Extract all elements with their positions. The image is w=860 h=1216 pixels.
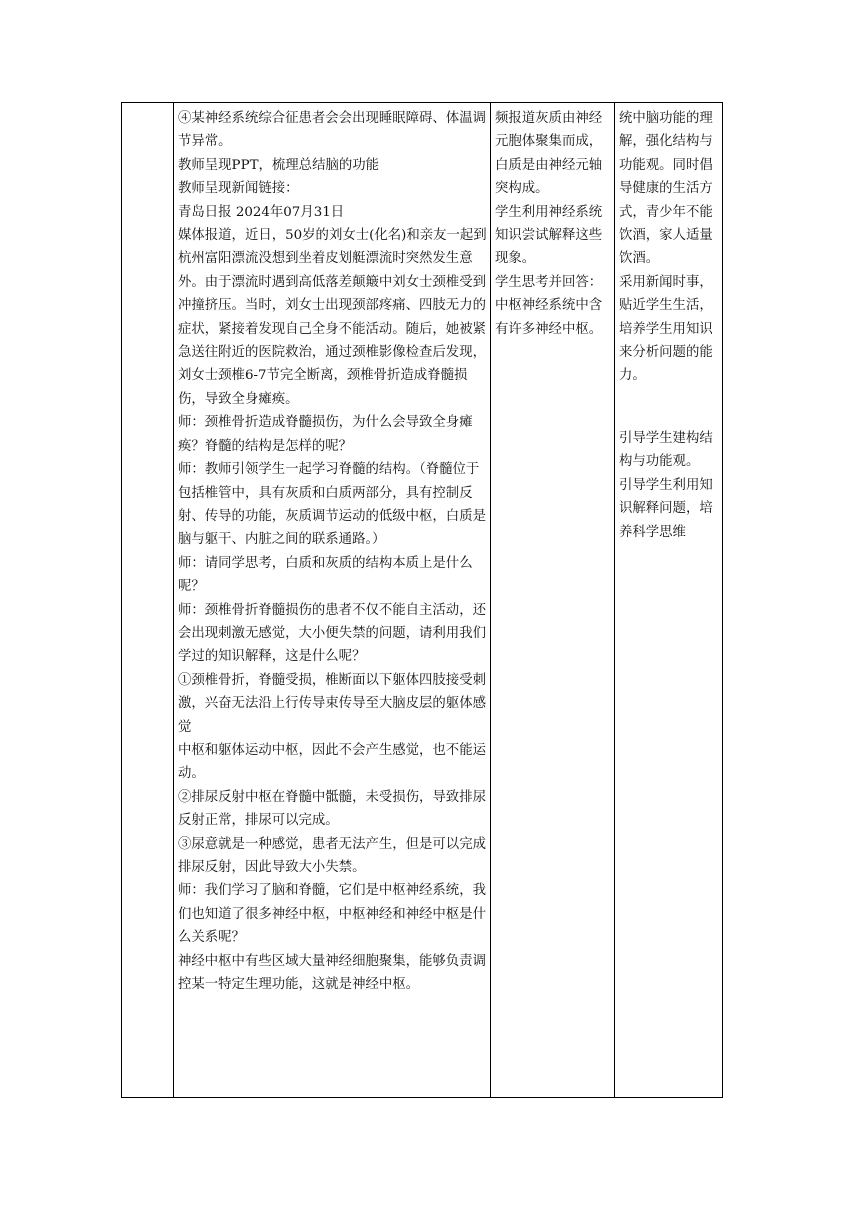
paragraph: 学生利用神经系统知识尝试解释这些现象。 — [495, 204, 603, 267]
paragraph: 统中脑功能的理解，强化结构与功能观。同时倡导健康的生活方式，青少年不能饮酒，家人适量饮酒。 — [619, 111, 713, 267]
design-intent-cell — [615, 103, 723, 1098]
paragraph: ①颈椎骨折，脊髓受损，椎断面以下躯体四肢接受刺激，兴奋无法沿上行传导束传导至大脑皮层的躯体感觉 — [178, 672, 486, 735]
paragraph: 引导学生建构结构与功能观。 — [619, 430, 713, 470]
paragraph: 采用新闻时事，贴近学生生活，培养学生用知识来分析问题的能力。 — [619, 274, 713, 384]
paragraph: 师：颈椎骨折脊髓损伤的患者不仅不能自主活动，还会出现刺激无感觉，大小便失禁的问题，请利用我们学过的知识解释，这是什么呢？ — [178, 602, 486, 665]
lesson-plan-table — [121, 102, 723, 1098]
paragraph: ②排尿反射中枢在脊髓中骶髓，未受损伤，导致排尿反射正常，排尿可以完成。 — [178, 789, 486, 829]
paragraph: ④某神经系统综合征患者会会出现睡眠障碍、体温调节异常。 — [178, 111, 486, 150]
student-activity-cell — [491, 103, 615, 1098]
paragraph: 师：颈椎骨折造成脊髓损伤，为什么会导致全身瘫痪？脊髓的结构是怎样的呢？ — [178, 415, 473, 454]
paragraph: 神经中枢中有些区域大量神经细胞聚集，能够负责调控某一特定生理功能，这就是神经中枢。 — [178, 953, 486, 993]
paragraph: 中枢神经系统中含有许多神经中枢。 — [495, 298, 603, 337]
paragraph: 引导学生利用知识解释问题，培养科学思维 — [619, 477, 713, 540]
paragraph: 媒体报道，近日，50岁的刘女士(化名)和亲友一起到杭州富阳漂流没想到坐着皮划艇漂流时突然发生意外。由于漂流时遇到高低落差颠簸中刘女士颈椎受到冲撞挤压。当时，刘女士出现颈部疼痛、四肢无力的症状，紧接着发现自己全身不能活动。随后，她被紧急送往附近的医院救治，通过颈椎影像检查后发现，刘女士颈椎6-7节完全断离，颈椎骨折造成脊髓损伤，导致全身瘫痪。 — [178, 228, 487, 407]
paragraph: 师：教师引领学生一起学习脊髓的结构。（脊髓位于包括椎管中，具有灰质和白质两部分，具有控制反射、传导的功能，灰质调节运动的低级中枢，白质是脑与躯干、内脏之间的联系通路。） — [178, 462, 486, 548]
paragraph: 教师呈现新闻链接： — [178, 181, 299, 197]
paragraph: 频报道灰质由神经元胞体聚集而成，白质是由神经元轴突构成。 — [495, 111, 603, 197]
spacer — [619, 388, 719, 427]
paragraph: ③尿意就是一种感觉，患者无法产生，但是可以完成排尿反射，因此导致大小失禁。 — [178, 836, 486, 875]
table-row — [122, 103, 723, 1098]
paragraph: 学生思考并回答： — [495, 274, 603, 290]
paragraph: 师：我们学习了脑和脊髓，它们是中枢神经系统，我们也知道了很多神经中枢，中枢神经和神经中枢是什么关系呢？ — [178, 883, 486, 946]
teaching-process-cell — [174, 103, 491, 1098]
paragraph: 教师呈现PPT，梳理总结脑的功能 — [178, 157, 380, 173]
stage-cell — [122, 103, 174, 1098]
paragraph: 青岛日报 2024年07月31日 — [178, 204, 345, 220]
paragraph: 师：请同学思考，白质和灰质的结构本质上是什么呢？ — [178, 555, 473, 595]
paragraph: 中枢和躯体运动中枢，因此不会产生感觉，也不能运动。 — [178, 742, 486, 782]
